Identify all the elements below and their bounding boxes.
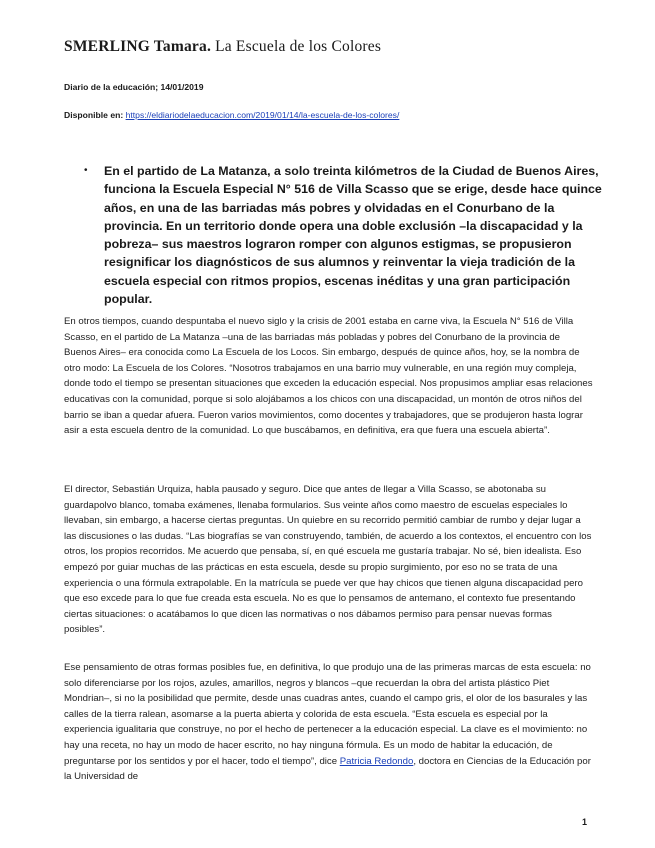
- paragraph-2: El director, Sebastián Urquiza, habla pausado y seguro. Dice que antes de llegar a Villa Scasso, se abotonaba su guardapolvo blanco, tomaba exámenes, llenaba formularios. Sus veinte años como maestro de escuelas especiales lo llevaban, sin embargo, a hacerse ciertas preguntas. Un quiebre en su recorrido permitió cambiar de rumbo y dejar lugar a las discusiones o las dudas. “Las biografías se van construyendo, también, de acuerdo a los contextos, el encuentro con los otros, los propios recorridos. Me acuerdo que pensaba, sí, en qué escuela me gustaría trabajar. No sé, bien idealista. Eso empezó por guiar muchas de las prácticas en esta escuela, desde su propio surgimiento, por eso no se trata de una experiencia o una fórmula extrapolable. En la matrícula se puede ver que hay chicos que tienen alguna discapacidad pero que eso excede para lo que fue creada esta escuela. No es que lo pensamos de antemano, el contexto fue presentando ciertas situaciones: o acatábamos lo que dicen las normativas o nos dábamos permiso para pensar nuevas formas posibles”.: [64, 484, 592, 636]
- available-label: Disponible en:: [64, 110, 124, 120]
- paragraph-3-text: Ese pensamiento de otras formas posibles fue, en definitiva, lo que produjo una de las primeras marcas de esta escuela: no solo diferenciarse por los rojos, azules, amarillos, negros y blancos –que recuerdan la obra del artista plástico Piet Mondrian–, si no la posibilidad que permite, desde unas cuadras antes, cuando el campo gris, el olor de los basurales y las calles de la tierra ralean, asomarse a la puerta abierta y colorida de esta escuela. “Esta escuela es especial por la experiencia igualitaria que construye, no por el hecho de pertenecer a la educación especial. La clave es el movimiento: no hay una receta, no hay un modo de hacer escrito, no hay ninguna fórmula. Es un modo de habitar la educación, de preguntarse por los sentidos y por el hacer, todo el tiempo”, dice: [64, 662, 591, 767]
- article-title: La Escuela de los Colores: [215, 38, 382, 55]
- page-number: 1: [581, 817, 587, 827]
- lead-summary: • En el partido de La Matanza, a solo treinta kilómetros de la Ciudad de Buenos Aires, funciona la Escuela Especial N° 516 de Villa Scasso que se erige, desde hace quince años, en una de las barriadas más pobres y olvidadas en el Conurbano de la provincia. En un territorio donde opera una doble exclusión –la discapacidad y la pobreza– sus maestros lograron romper con algunos estigmas, se propusieron resignificar los diagnósticos de sus alumnos y reinventar la vieja tradición de la escuela especial con ritmos propios, escenas inéditas y una gran participación popular.: [84, 162, 604, 308]
- lead-list: [84, 162, 604, 308]
- availability-line: [64, 110, 399, 120]
- paragraph-1: En otros tiempos, cuando despuntaba el nuevo siglo y la crisis de 2001 estaba en carne viva, la Escuela N° 516 de Villa Scasso, en el partido de La Matanza –una de las barriadas más pobladas y pobres del Conurbano de la provincia de Buenos Aires– era conocida como La Escuela de los Locos. Sin embargo, después de quince años, hoy, se la nombra de otro modo: La Escuela de los Colores. “Nosotros trabajamos en una barrio muy vulnerable, en una región muy compleja, donde todo el tiempo se presentan situaciones que exceden la educación especial. Nos propusimos ampliar esas relaciones educativas con la comunidad, porque si solo alojábamos a los chicos con una discapacidad, un montón de otros niños del barrio se iban a quedar afuera. Fueron varios movimientos, como docentes y trabajadores, que se produjeron hasta lograr asir a esta escuela dentro de la comunidad. Lo que buscábamos, en definitiva, era que fuera una escuela abierta”.: [64, 316, 593, 437]
- document-title: [64, 38, 381, 56]
- source-link[interactable]: https://eldiariodelaeducacion.com/2019/01/14/la-escuela-de-los-colores/: [125, 110, 400, 120]
- paragraph-3-tail: , doctora en Ciencias de la Educación por la Universidad de: [64, 755, 591, 783]
- paragraph-3: [64, 660, 594, 785]
- patricia-redondo-link[interactable]: Patricia Redondo: [339, 755, 414, 767]
- author-name: SMERLING Tamara.: [64, 38, 212, 55]
- source-line: Diario de la educación; 14/01/2019: [64, 82, 204, 92]
